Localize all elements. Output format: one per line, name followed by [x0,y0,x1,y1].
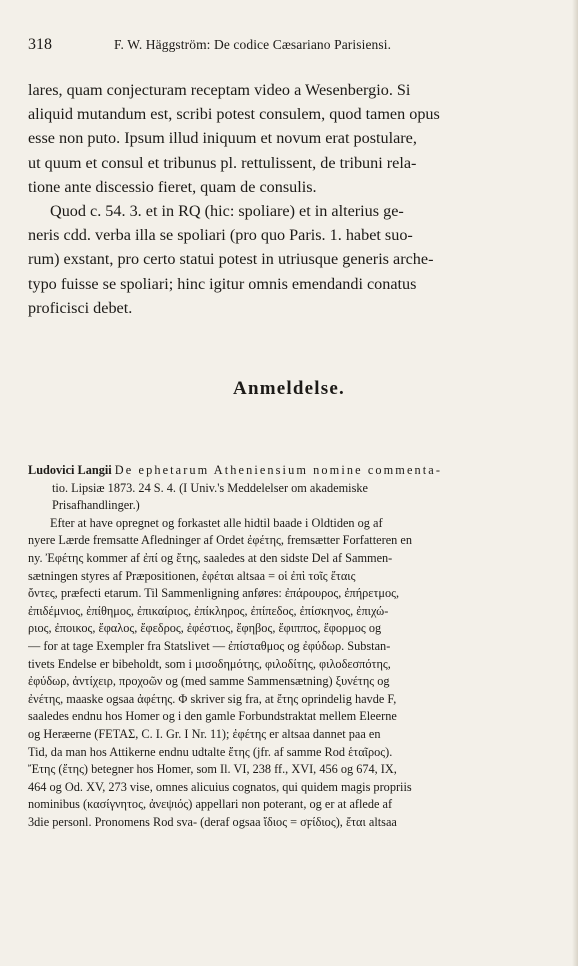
review-citation [28,462,552,480]
page-header [28,36,556,56]
text-line: — for at tage Exempler fra Statslivet — ἐπίσταθμος og ἐφύδωρ. Substan- [28,638,391,653]
text-line: tivets Endelse er bibeholdt, som i μισοδημότης, φιλοδίτης, φιλοδεσπότης, [28,656,391,671]
text-line: Ἔτης (ἔτης) betegner hos Homer, som Il. VI, 238 ff., XVI, 456 og 674, IX, [28,762,397,777]
text-line: aliquid mutandum est, scribi potest consulem, quod tamen opus [28,105,440,124]
review-citation-line: Prisafhandlinger.) [52,498,140,513]
text-line: Quod c. 54. 3. et in RQ (hic: spoliare) et in alterius ge- [50,201,404,220]
text-line: 464 og Od. XV, 273 vise, omnes alicuius cognatos, qui quidem magis propriis [28,779,412,794]
text-line: saaledes endnu hos Homer og i den gamle Forbundstraktat mellem Eleerne [28,709,397,724]
latin-paragraph [28,78,552,320]
review-citation-line: tio. Lipsiæ 1873. 24 S. 4. (I Univ.'s Meddelelser om akademiske [52,480,368,495]
latin-section [28,78,552,320]
text-line: ut quum et consul et tribunus pl. rettulissent, de tribuni rela- [28,153,417,172]
text-line: lares, quam conjecturam receptam video a Wesenbergio. Si [28,81,411,99]
text-line: 3die personl. Pronomens Rod sva- (deraf ogsaa ἴδιος = σϝίδιος), ἔται altsaa [28,814,397,829]
text-line: rum) exstant, pro certo statui potest in utriusque generis arche- [28,250,434,269]
text-line: ἐφύδωρ, ἀντίχειρ, προχοῶν og (med samme Sammensætning) ξυνέτης og [28,674,390,689]
running-title: F. W. Häggström: De codice Cæsariano Parisiensi. [114,37,392,52]
text-line: tione ante discessio fieret, quam de consulis. [28,177,317,196]
text-line: proficisci debet. [28,298,133,317]
text-line: ny. Ἐφέτης kommer af ἐπί og ἔτης, saaledes at den sidste Del af Sammen- [28,550,393,565]
review-title: De ephetarum Atheniensium nomine commenta- [114,463,443,477]
page-edge-shadow [572,0,578,966]
text-line: ὄντες, præfecti etarum. Til Sammenligning anføres: ἐπάρουρος, ἐπήρετμος, [28,586,400,601]
text-line: nominibus (κασίγνητος, ἀνεψιός) appellari non poterant, og er at aflede af [28,797,393,812]
page-number: 318 [28,36,52,53]
text-line: neris cdd. verba illa se spoliari (pro quo Paris. 1. habet suo- [28,226,413,245]
text-line: typo fuisse se spoliari; hinc igitur omnis emendandi conatus [28,274,417,293]
review-author: Ludovici Langii [28,463,112,477]
review-section [28,462,552,831]
text-line: sætningen styres af Præpositionen, ἐφέται altsaa = οἱ ἐπὶ τοῖς ἔταις [28,568,356,583]
section-heading: Anmeldelse. [233,378,345,399]
text-line: Tid, da man hos Attikerne endnu udtalte ἔτης (jfr. af samme Rod ἑταῖρος). [28,744,393,759]
text-line: ἐπιδέμνιος, ἐπίθημος, ἐπικαίριος, ἐπίκληρος, ἐπίπεδος, ἐπίσκηνος, ἐπιχώ- [28,603,389,618]
text-line: ριος, ἐποικος, ἔφαλος, ἔφεδρος, ἐφέστιος, ἔφηβος, ἔφιππος, ἔφορμος og [28,621,382,636]
text-line: Efter at have opregnet og forkastet alle hidtil baade i Oldtiden og af [50,515,383,530]
text-line: ἐνέτης, maaske ogsaa ἀφέτης. Φ skriver sig fra, at ἔτης oprindelig havde F, [28,691,397,706]
text-line: nyere Lærde fremsatte Afledninger af Ordet ἐφέτης, fremsætter Forfatteren en [28,533,412,548]
text-line: esse non puto. Ipsum illud iniquum et novum erat postulare, [28,129,417,148]
text-line: og Heræerne (FETAΣ, C. I. Gr. I Nr. 11); ἐφέτης er altsaa dannet paa en [28,726,381,741]
